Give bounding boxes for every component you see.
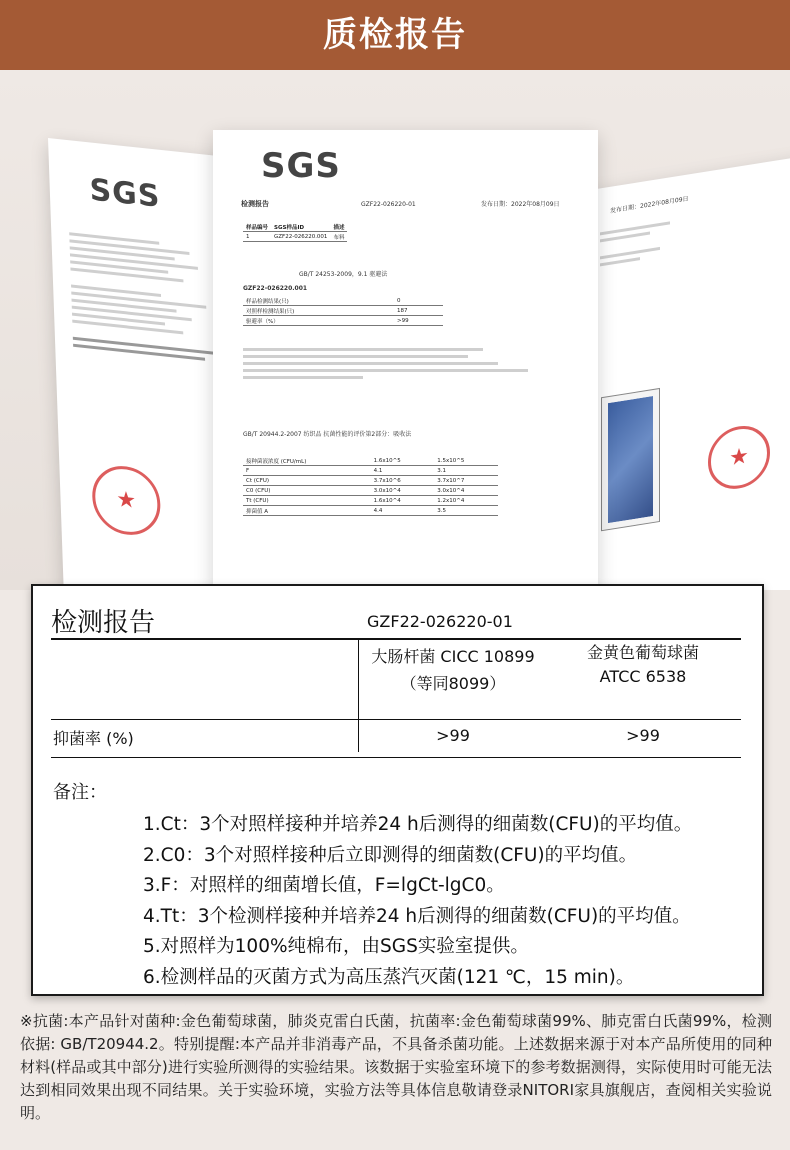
center-result-table-2 [243,456,498,516]
col-ecoli-header [358,644,548,694]
c2-r2-v2: 3.1 [434,466,498,476]
panel-report-code: GZF22-026220-01 [367,612,513,631]
sgs-logo-left: SGS [89,172,162,215]
zoomed-report-panel [31,584,764,996]
row-value-staph: >99 [626,726,660,745]
c1-r3-label: 驱避率（%） [243,316,394,326]
c2-r4-v1: 3.0x10^4 [371,486,435,496]
c1-r1-label: 样品检测结果(只) [243,296,394,306]
c2-r1-v1: 1.6x10^5 [371,456,435,466]
note-item: 6.检测样品的灭菌方式为高压蒸汽灭菌(121 ℃，15 min)。 [143,966,635,988]
note-item: 2.C0：3个对照样接种后立即测得的细菌数(CFU)的平均值。 [143,844,638,866]
row-antibacterial-rate-label: 抑菌率 (%) [53,729,134,748]
note-item: 1.Ct：3个对照样接种并培养24 h后测得的细菌数(CFU)的平均值。 [143,814,693,835]
center-th-1: 样品编号 [243,222,271,232]
c2-r4-label: C0 (CFU) [243,486,371,496]
center-method2: GB/T 20944.2-2007 纺织品 抗菌性能的评价第2部分：吸收法 [243,431,412,438]
sample-photo [602,389,659,530]
c2-r6-v1: 4.4 [371,506,435,516]
panel-title: 检测报告 [51,608,156,638]
notes-list [143,810,692,993]
c2-r6-v2: 3.5 [434,506,498,516]
center-th-3: 描述 [330,222,347,232]
c2-r5-v1: 1.6x10^4 [371,496,435,506]
c1-r3-val: >99 [394,316,443,326]
c2-r5-label: Tt (CFU) [243,496,371,506]
left-red-seal: ★ [91,463,161,538]
right-page-text-block [600,213,700,271]
center-th-2: SGS样品ID [271,222,330,232]
center-td-1: 1 [243,232,271,242]
table-mid-rule [51,719,741,720]
report-photo-scene [0,70,790,590]
sgs-logo-center: SGS [261,146,341,186]
center-result-table-1 [243,296,443,326]
page-banner [0,0,790,70]
c2-r3-v1: 3.7x10^6 [371,476,435,486]
c2-r3-label: Ct (CFU) [243,476,371,486]
c1-r2-val: 187 [394,306,443,316]
c2-r4-v2: 3.0x10^4 [434,486,498,496]
table-bottom-rule [51,757,741,758]
col-ecoli-line1: 大肠杆菌 CICC 10899 [371,647,535,666]
note-item: 5.对照样为100%纯棉布，由SGS实验室提供。 [143,936,529,957]
center-td-2: GZF22-026220.001 [271,232,330,242]
footnote-disclaimer: ※抗菌:本产品针对菌种:金色葡萄球菌，肺炎克雷白氏菌，抗菌率:金色葡萄球菌99%、肺克雷白氏菌99%，检测依据: GB/T20944.2。特别提醒:本产品并非消毒产品，不具备杀菌功能。上述数据来源于对本产品所使用的同种材料(样品或其中部分)进行实验所测得的实验结果。该数据于实验室环境下的参考数据测得，实际使用时可能无法达到相同效果出现不同结果。关于实验环境，实验方法等具体信息敬请登录NITORI家具旗舰店，查阅相关实验说明。 [20,1012,772,1122]
c1-r2-label: 对照样检测结果(只) [243,306,394,316]
center-date: 发布日期：2022年08月09日 [481,201,560,208]
c2-r2-label: F [243,466,371,476]
c2-r1-v2: 1.5x10^5 [434,456,498,466]
center-code: GZF22-026220-01 [361,201,416,208]
center-notes-block [243,344,543,383]
row-value-ecoli: >99 [436,726,470,745]
center-heading: 检测报告 [241,200,269,208]
c2-r2-v1: 4.1 [371,466,435,476]
right-date: 发布日期：2022年08月09日 [610,195,689,215]
note-item: 4.Tt：3个检测样接种并培养24 h后测得的细菌数(CFU)的平均值。 [143,905,691,927]
c2-r6-label: 抑菌值 A [243,506,371,516]
center-method: GB/T 24253-2009，9.1 驱避法 [299,271,388,278]
left-page-text-block [69,228,223,366]
c2-r1-label: 接种菌液浓度 (CFU/mL) [243,456,371,466]
col-ecoli-line2: （等同8099） [400,674,506,693]
c2-r3-v2: 3.7x10^7 [434,476,498,486]
center-section1: GZF22-026220.001 [243,285,308,292]
right-report-page [590,154,790,590]
center-sample-table [243,222,347,242]
center-td-3: 布料 [330,232,347,242]
col-staph-header [553,640,733,686]
col-staph-line2: ATCC 6538 [599,667,687,686]
col-staph-line1: 金黄色葡萄球菌 [586,643,699,662]
note-item: 3.F：对照样的细菌增长值，F=lgCt-lgC0。 [143,875,505,896]
right-red-seal: ★ [708,421,770,493]
center-report-page [213,130,598,590]
banner-title: 质检报告 [323,15,467,55]
c2-r5-v2: 1.2x10^4 [434,496,498,506]
notes-label: 备注： [53,782,107,803]
c1-r1-val: 0 [394,296,443,306]
